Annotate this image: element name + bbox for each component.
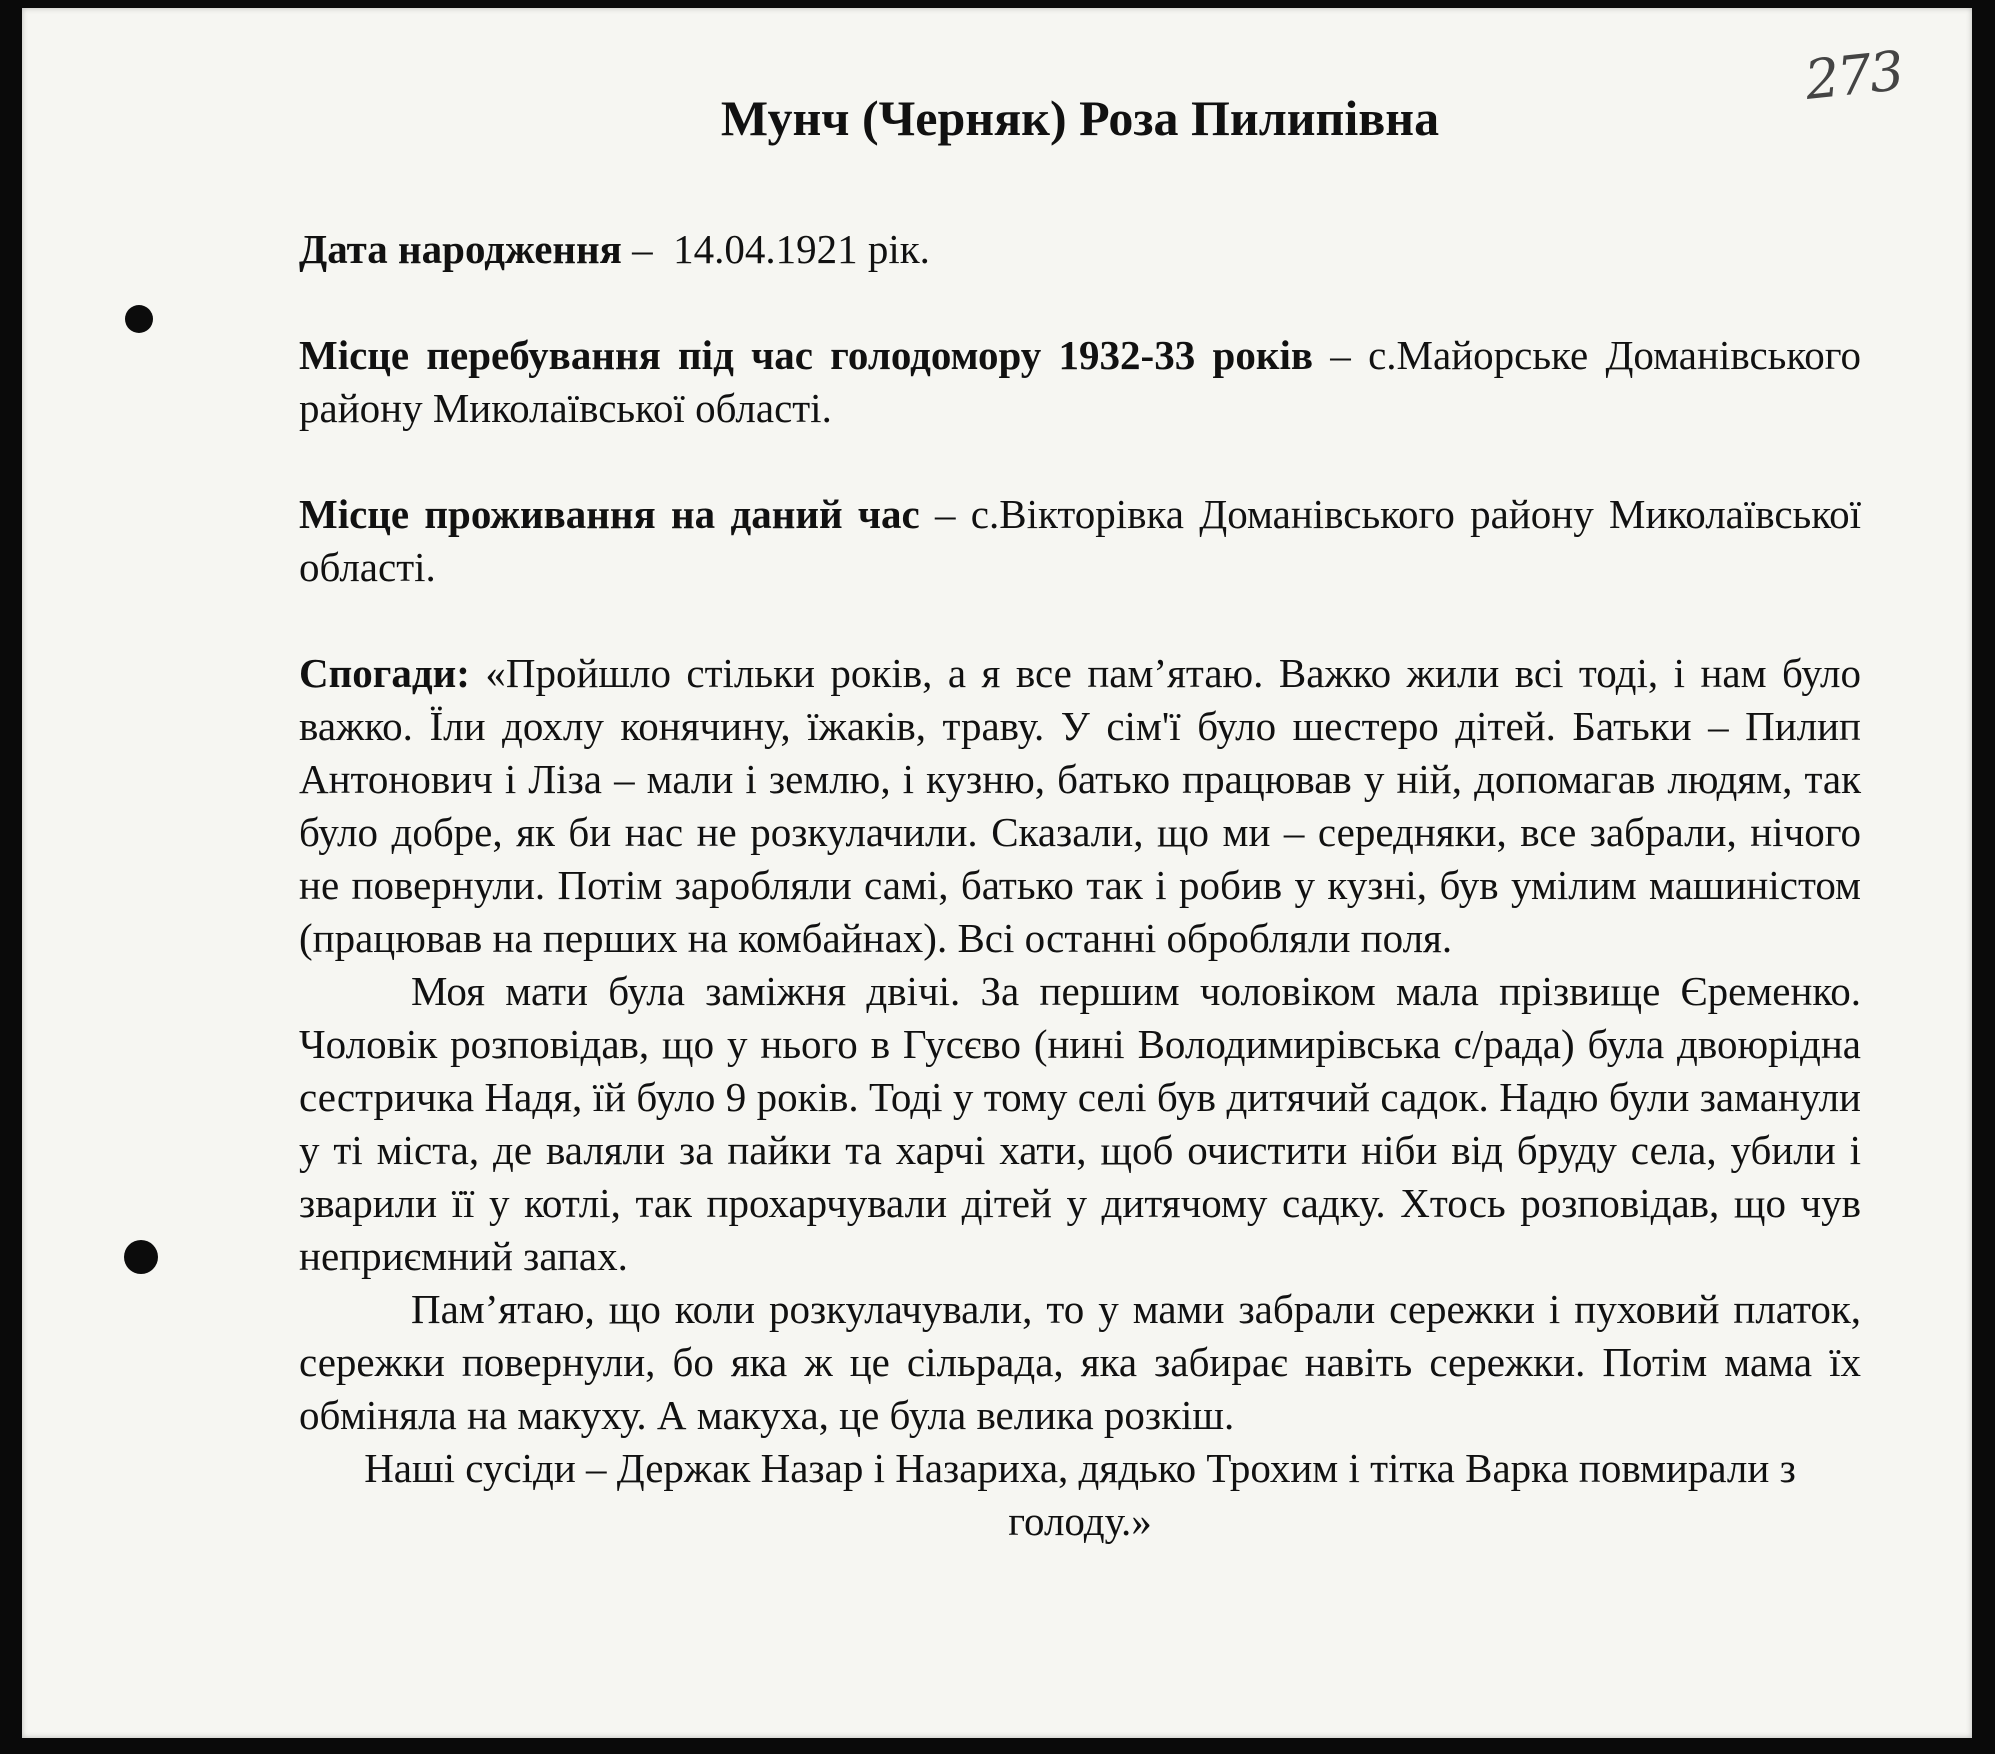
memories-paragraph-text: «Пройшло стільки років, а я все пам’ятаю. Важко жили всі тоді, і нам було важко. Їли дохлу конячину, їжаків, траву. У сім'ї було шестеро дітей. Батьки – Пилип Антонович і Ліза – мали і землю, і кузню, батько працював у ній, допомагав людям, так було добре, як би нас не розкулачили. Сказали, що ми – середняки, все забрали, нічого не повернули. Потім заробляли самі, батько так і робив у кузні, був умілим машиністом (працював на перших на комбайнах). Всі останні обробляли поля.	[299, 650, 1862, 961]
page-title: Мунч (Черняк) Роза Пилипівна	[720, 90, 1440, 146]
current-location-field	[299, 488, 1861, 594]
document-page	[22, 8, 1972, 1738]
punch-hole-icon	[125, 305, 153, 333]
memories-label: Спогади:	[299, 650, 470, 696]
current-location-label: Місце проживання на даний час	[299, 491, 920, 537]
memories-section	[299, 647, 1861, 1548]
memories-paragraph: Пам’ятаю, що коли розкулачували, то у мами забрали сережки і пуховий платок, сережки повернули, бо яка ж це сільрада, яка забирає навіть сережки. Потім мама їх обміняла на макуху. А макуха, це була велика розкіш.	[299, 1286, 1861, 1438]
memories-paragraph: Моя мати була заміжня двічі. За першим чоловіком мала прізвище Єременко. Чоловік розповідав, що у нього в Гусєво (нині Володимирівська с/рада) була двоюрідна сестричка Надя, їй було 9 років. Тоді у тому селі був дитячий садок. Надю були заманули у ті міста, де валяли за пайки та харчі хати, щоб очистити ніби від бруду села, убили і зварили її у котлі, так прохарчували дітей у дитячому садку. Хтось розповідав, що чув неприємний запах.	[299, 968, 1861, 1279]
birth-date-separator: –	[621, 226, 663, 272]
document-body	[299, 78, 1861, 1548]
birth-date-value: 14.04.1921 рік.	[673, 226, 930, 272]
current-location-value: с.Вікторівка Доманівського району Миколаївської області.	[299, 491, 1861, 590]
birth-date-label: Дата народження	[299, 226, 622, 272]
memories-paragraph	[299, 647, 1861, 965]
famine-location-label: Місце перебування під час голодомору 1932-33 років	[299, 332, 1313, 378]
famine-location-separator: –	[1312, 332, 1369, 378]
handwritten-page-number: 273	[1801, 39, 1906, 112]
famine-location-value: с.Майорське Доманівського району Миколаївської області.	[299, 332, 1861, 431]
memories-closing-paragraph: Наші сусіди – Держак Назар і Назариха, дядько Трохим і тітка Варка повмирали з голоду.»	[364, 1445, 1796, 1544]
famine-location-field	[299, 329, 1861, 435]
punch-hole-icon	[124, 1240, 158, 1274]
current-location-separator: –	[919, 491, 971, 537]
birth-date-field	[299, 223, 1861, 276]
